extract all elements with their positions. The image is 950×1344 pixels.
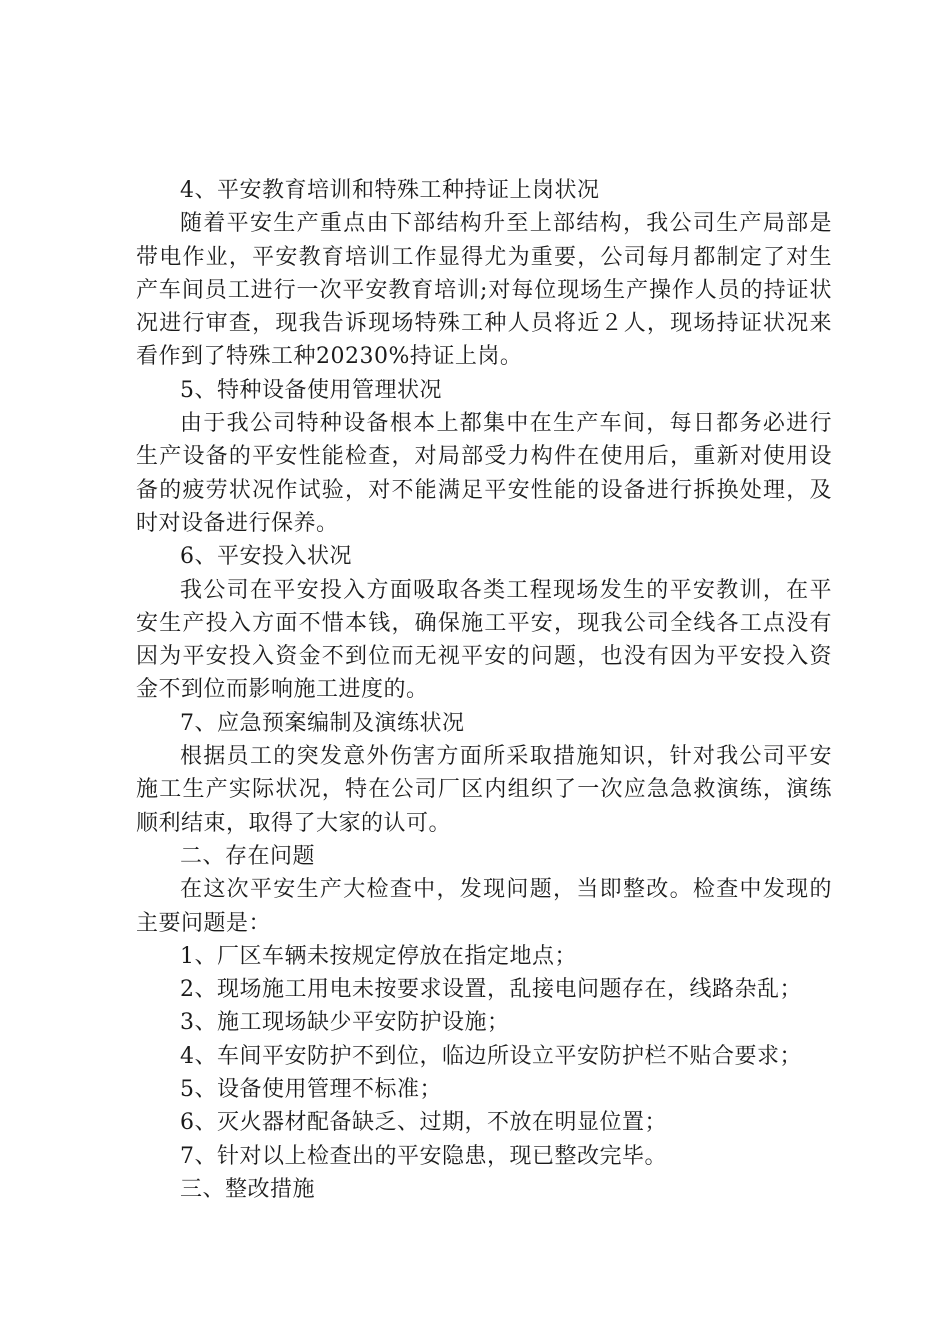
problem-item-1: 1、厂区车辆未按规定停放在指定地点； <box>180 943 577 969</box>
section-heading-existing-problems: 二、存在问题 <box>180 843 316 869</box>
paragraph-safety-investment: 我公司在平安投入方面吸取各类工程现场发生的平安教训，在平安生产投入方面不惜本钱，确保施工平安，现我公司全线各工点没有因为平安投入资金不到位而无视平安的问题，也没有因为平安投入资金不到位而影响施工进度的。 <box>136 577 832 703</box>
paragraph-special-equipment: 由于我公司特种设备根本上都集中在生产车间，每日都务必进行生产设备的平安性能检查，对局部受力构件在使用后，重新对使用设备的疲劳状况作试验，对不能满足平安性能的设备进行拆换处理，及时对设备进行保养。 <box>136 411 832 536</box>
problem-item-4: 4、车间平安防护不到位，临边所设立平安防护栏不贴合要求； <box>180 1043 802 1069</box>
problem-item-5: 5、设备使用管理不标准； <box>180 1077 442 1103</box>
paragraph-emergency-plan: 根据员工的突发意外伤害方面所采取措施知识，针对我公司平安施工生产实际状况，特在公司厂区内组织了一次应急急救演练，演练顺利结束，取得了大家的认可。 <box>136 744 832 836</box>
section-heading-safety-training: 4、平安教育培训和特殊工种持证上岗状况 <box>180 178 600 203</box>
problem-item-6: 6、灭火器材配备缺乏、过期，不放在明显位置； <box>180 1110 667 1136</box>
problem-item-2: 2、现场施工用电未按要求设置，乱接电问题存在，线路杂乱； <box>180 977 802 1003</box>
document-body <box>136 174 832 1206</box>
paragraph-safety-training: 随着平安生产重点由下部结构升至上部结构，我公司生产局部是带电作业，平安教育培训工作显得尤为重要，公司每月都制定了对生产车间员工进行一次平安教育培训;对每位现场生产操作人员的持证状况进行审查，现我告诉现场特殊工种人员将近２人，现场持证状况来看作到了特殊工种20230%持证上岗。 <box>136 211 832 370</box>
paragraph-problems-intro: 在这次平安生产大检查中，发现问题，当即整改。检查中发现的主要问题是： <box>136 877 832 936</box>
problem-item-3: 3、施工现场缺少平安防护设施； <box>180 1010 510 1036</box>
section-heading-rectification-measures: 三、整改措施 <box>180 1176 316 1202</box>
problem-item-7: 7、针对以上检查出的平安隐患，现已整改完毕。 <box>180 1143 667 1169</box>
section-heading-emergency-plan: 7、应急预案编制及演练状况 <box>180 710 465 736</box>
section-heading-special-equipment: 5、特种设备使用管理状况 <box>180 377 442 403</box>
section-heading-safety-investment: 6、平安投入状况 <box>180 544 352 570</box>
